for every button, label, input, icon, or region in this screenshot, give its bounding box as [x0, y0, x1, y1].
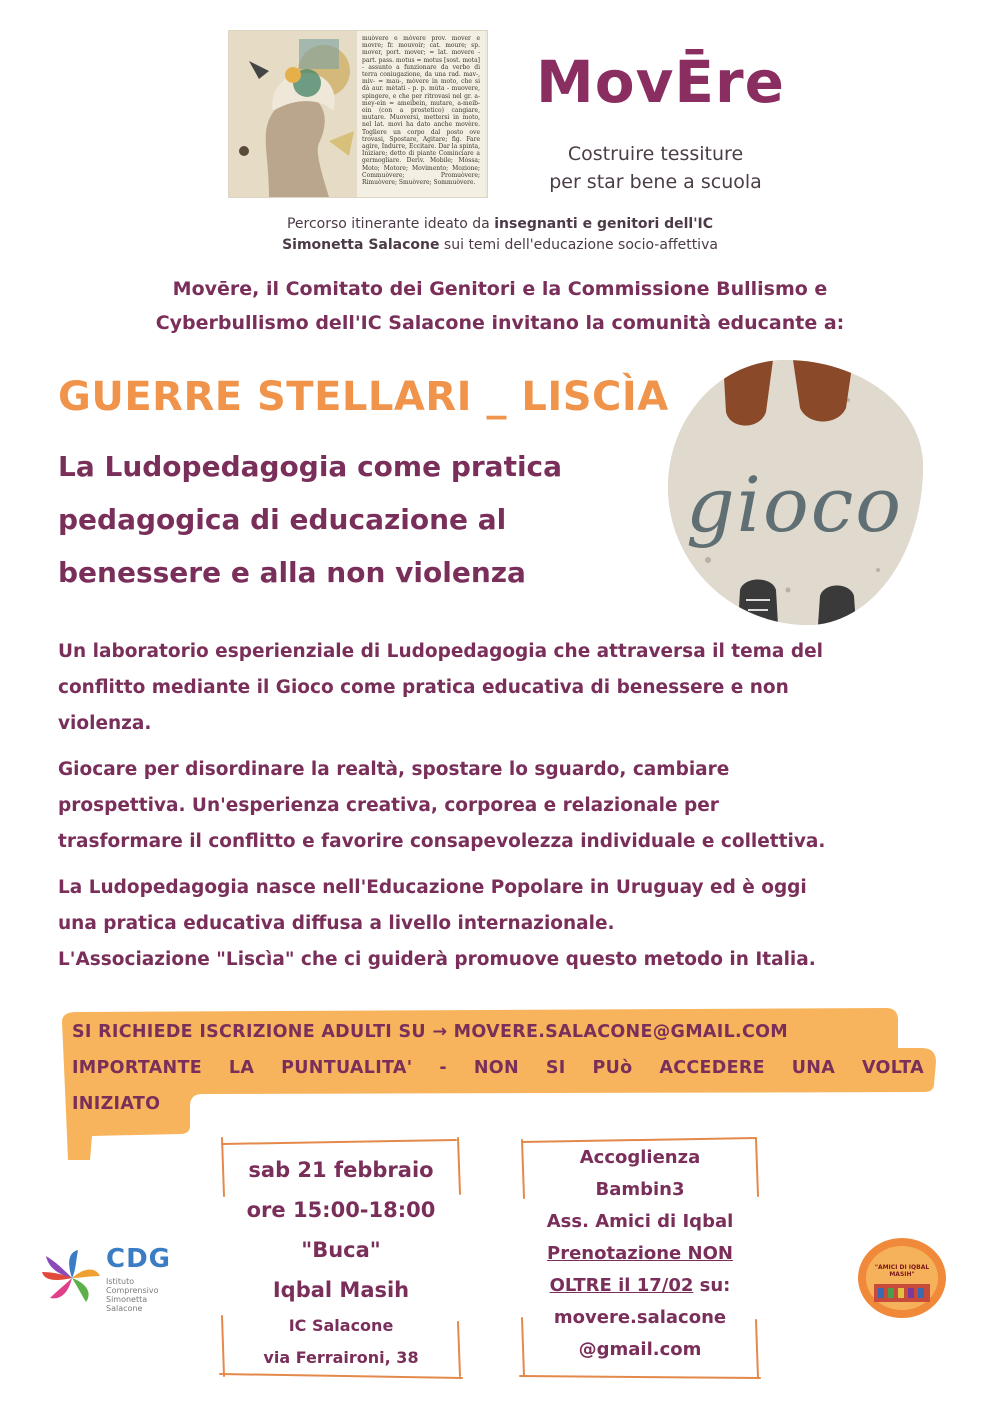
paragraph-2: [58, 752, 938, 860]
invite-line-1: Movēre, il Comitato dei Genitori e la Commissione Bullismo e: [172, 278, 828, 300]
p2-line-2: prospettiva. Un'esperienza creativa, corporea e relazionale per: [58, 795, 719, 816]
kids-line-1: Accoglienza: [579, 1147, 701, 1168]
p2-line-1: Giocare per disordinare la realtà, spostare lo sguardo, cambiare: [58, 759, 730, 780]
kids-line-2: Bambin3: [595, 1179, 685, 1200]
cdg-sub-2: Comprensivo: [106, 1286, 159, 1295]
amici-di-iqbal-logo: [856, 1236, 948, 1320]
cdg-sub-3: Simonetta: [106, 1295, 148, 1304]
paragraph-3: [58, 870, 938, 978]
p1-line-1: Un laboratorio esperienziale di Ludopedagogia che attraversa il tema del: [58, 641, 823, 662]
banner-line-2: IMPORTANTE LA PUNTUALITA' - NON SI PUò ACCEDERE UNA VOLTA: [72, 1058, 924, 1078]
header-collage-image: [228, 30, 488, 198]
event-details: [218, 1150, 464, 1374]
cdg-logo-icon: [40, 1244, 110, 1314]
event-place: "Buca": [301, 1238, 381, 1262]
event-venue: Iqbal Masih: [272, 1278, 410, 1302]
banner-line-3: INIZIATO: [72, 1094, 161, 1114]
intro-bold-2: Simonetta Salacone: [282, 237, 440, 253]
intro-prefix: Percorso itinerante ideato da: [286, 216, 495, 232]
event-title: GUERRE STELLARI _ LISCÌA: [58, 374, 669, 420]
intro-suffix: sui temi dell'educazione socio-affettiva: [439, 237, 718, 253]
collage-portrait-illustration: [229, 31, 359, 197]
paragraph-1: [58, 634, 938, 742]
kids-line-3: Ass. Amici di Iqbal: [546, 1211, 734, 1232]
dictionary-entry-text: muòvere e mòvere prov. mover e movre; fr. mouvoir; cat. moure; sp. mover, port. mover; = lat. movere - part. pass. motus = motus [sost. mota] - assunto a funzionare da verbo di terra coniugazione, da una rad. mav-, miv- = mau-, mòvere in moto, che si dà aur. mètati - p. p. mùta - muovere, spingere, e che per ritrovasi nel gr. a-mey-ein = ameibein, mutare, a-meib-ein (con a prostetico) cangiare, mutare. Muoversi, mettersi in moto, nel lat. movi ha dato anche movère. Togliere un corpo dal posto ove trovasi, Spostare, Agitare; fig. Fare agire, Indurre, Eccitare. Dar la spinta, Iniziare; detto di piante Cominciare a germogliare. Deriv. Mobile; Mòssa; Moto; Motore; Movimento; Mozione; Commuòvere; Promuòvere; Rimuòvere; Smuòvere; Sommuòvere.: [357, 31, 485, 197]
event-school: IC Salacone: [288, 1316, 394, 1335]
registration-banner-text: [72, 1014, 924, 1122]
intro-bold-1: insegnanti e genitori dell'IC: [494, 216, 714, 232]
invitation-text: [120, 272, 880, 340]
event-address: via Ferraironi, 38: [263, 1348, 419, 1367]
brand-logo-text: MovĒre: [536, 48, 785, 116]
tagline: [528, 140, 783, 196]
p1-line-2: conflitto mediante il Gioco come pratica educativa di benessere e non: [58, 677, 789, 698]
subtitle-line-1: La Ludopedagogia come pratica: [58, 450, 563, 483]
subtitle-line-2: pedagogica di educazione al: [58, 503, 507, 536]
p2-line-3: trasformare il conflitto e favorire consapevolezza individuale e collettiva.: [58, 831, 826, 852]
subtitle-line-3: benessere e alla non violenza: [58, 556, 526, 589]
p3-line-1: La Ludopedagogia nasce nell'Educazione Popolare in Uruguay ed è oggi: [58, 877, 807, 898]
cdg-title: CDG: [106, 1244, 172, 1274]
cdg-subtitle: [106, 1277, 186, 1313]
tagline-line-2: per star bene a scuola: [549, 171, 762, 193]
event-date: sab 21 febbraio: [248, 1158, 434, 1182]
p3-line-3: L'Associazione "Liscìa" che ci guiderà promuove questo metodo in Italia.: [58, 949, 816, 970]
event-time: ore 15:00-18:00: [246, 1198, 436, 1222]
cdg-sub-1: Istituto: [106, 1277, 135, 1286]
iqbal-logo-label: "AMICI DI IQBAL MASIH": [874, 1264, 930, 1278]
event-subtitle: [58, 440, 658, 599]
cdg-sub-4: Salacone: [106, 1304, 143, 1313]
invite-line-2: Cyberbullismo dell'IC Salacone invitano la comunità educante a:: [155, 312, 845, 334]
kids-line-5: OLTRE il 17/02: [549, 1275, 694, 1296]
iqbal-logo-icon: [856, 1236, 948, 1320]
p1-line-3: violenza.: [58, 713, 152, 734]
kids-line-7: @gmail.com: [578, 1339, 702, 1360]
tagline-line-1: Costruire tessiture: [567, 143, 744, 165]
kids-reception-info: [518, 1142, 762, 1366]
kids-line-5-suffix: su:: [693, 1275, 731, 1296]
intro-text: [190, 214, 810, 256]
p3-line-2: una pratica educativa diffusa a livello internazionale.: [58, 913, 615, 934]
kids-line-4: Prenotazione NON: [547, 1243, 733, 1264]
banner-line-1: SI RICHIEDE ISCRIZIONE ADULTI SU → MOVERE.SALACONE@GMAIL.COM: [72, 1022, 788, 1042]
gioco-chalk-word: gioco: [686, 460, 904, 549]
kids-line-6: movere.salacone: [553, 1307, 727, 1328]
gioco-photo: [668, 360, 923, 625]
